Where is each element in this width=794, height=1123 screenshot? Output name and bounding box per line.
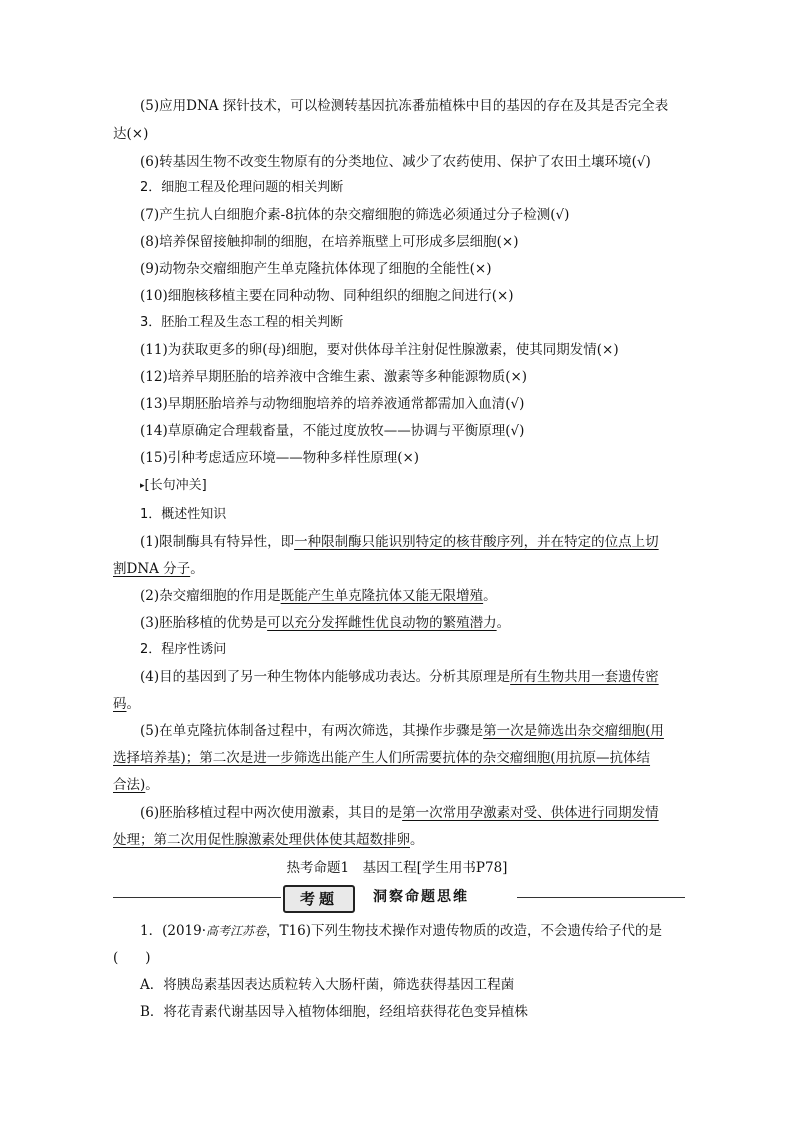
item-10: (10)细胞核移植主要在同种动物、同种组织的细胞之间进行(×) — [140, 288, 514, 304]
item-9: (9)动物杂交瘤细胞产生单克隆抗体体现了细胞的全能性(×) — [140, 261, 492, 277]
question-1-stem: 1．(2019·高考江苏卷，T16)下列生物技术操作对遗传物质的改造，不会遗传给子代的是 — [140, 923, 662, 939]
heading-cell-engineering: 2．细胞工程及伦理问题的相关判断 — [140, 180, 344, 195]
q6-line1: (6)胚胎移植过程中两次使用激素，其目的是第一次常用孕激素对受、供体进行同期发情 — [140, 805, 659, 821]
item-14: (14)草原确定合理载畜量，不能过度放牧——协调与平衡原理(√) — [140, 423, 525, 439]
long-sentence-title — [140, 476, 685, 496]
item-11: (11)为获取更多的卵(母)细胞，要对供体母羊注射促性腺激素，使其同期发情(×) — [140, 342, 619, 358]
question-1-option-b: B．将花青素代谢基因导入植物体细胞，经组培获得花色变异植株 — [140, 1004, 528, 1020]
heading-descriptive-knowledge: 1．概述性知识 — [140, 507, 227, 522]
q5-answer-part3: 合法) — [113, 777, 146, 793]
item-8: (8)培养保留接触抑制的细胞，在培养瓶壁上可形成多层细胞(×) — [140, 234, 519, 250]
item-12: (12)培养早期胚胎的培养液中含维生素、激素等多种能源物质(×) — [140, 369, 528, 385]
q6-answer-part1: 第一次常用孕激素对受、供体进行同期发情 — [402, 805, 659, 821]
item-13: (13)早期胚胎培养与动物细胞培养的培养液通常都需加入血清(√) — [140, 396, 525, 412]
q2: (2)杂交瘤细胞的作用是既能产生单克隆抗体又能无限增殖。 — [140, 588, 497, 604]
banner-rule-right — [517, 897, 685, 898]
question-1-answer-paren: ( ) — [113, 950, 151, 966]
q2-answer: 既能产生单克隆抗体又能无限增殖 — [280, 588, 484, 604]
q1-line2: 割DNA 分子。 — [113, 561, 204, 577]
q4-answer-part1: 所有生物共用一套遗传密 — [510, 669, 659, 685]
section-title: 热考命题1 基因工程[学生用书P78] — [286, 860, 508, 876]
q1-answer-part1: 一种限制酶只能识别特定的核苷酸序列，并在特定的位点上切 — [294, 534, 659, 550]
item-7: (7)产生抗人白细胞介素-8抗体的杂交瘤细胞的筛选必须通过分子检测(√) — [140, 207, 570, 223]
item-15: (15)引种考虑适应环境——物种多样性原理(×) — [140, 450, 420, 466]
q1-answer-part2: 割DNA 分子 — [113, 561, 191, 577]
banner-rule-left — [113, 897, 281, 898]
question-source: 高考江苏卷 — [206, 924, 267, 938]
question-1-option-a: A．将胰岛素基因表达质粒转入大肠杆菌，筛选获得基因工程菌 — [140, 977, 515, 993]
q5-answer-part1: 第一次是筛选出杂交瘤细胞(用 — [483, 723, 664, 739]
q4-line2: 码。 — [113, 696, 140, 712]
item-5-line1: (5)应用DNA 探针技术，可以检测转基因抗冻番茄植株中目的基因的存在及其是否完全表 — [140, 98, 669, 114]
q6-answer-part2: 处理；第二次用促性腺激素处理供体使其超数排卵 — [113, 832, 410, 848]
item-6: (6)转基因生物不改变生物原有的分类地位、减少了农药使用、保护了农田土壤环境(√) — [140, 154, 651, 170]
exam-tag-box: 考题 — [283, 885, 355, 913]
q4-line1: (4)目的基因到了另一种生物体内能够成功表达。分析其原理是所有生物共用一套遗传密 — [140, 669, 659, 685]
q3-answer: 可以充分发挥雌性优良动物的繁殖潜力 — [267, 615, 497, 631]
heading-procedural-question: 2．程序性诱问 — [140, 642, 227, 657]
long-sentence-label: [长句冲关] — [144, 478, 207, 493]
q4-answer-part2: 码 — [113, 696, 127, 712]
q5-line2 — [113, 748, 658, 768]
q5-line3: 合法)。 — [113, 777, 159, 793]
q5-line1: (5)在单克隆抗体制备过程中，有两次筛选，其操作步骤是第一次是筛选出杂交瘤细胞(用 — [140, 723, 664, 739]
item-5-line2: 达(×) — [113, 126, 149, 142]
q5-answer-part2: 选择培养基)；第二次是进一步筛选出能产生人们所需要抗体的杂交瘤细胞(用抗原—抗体结 — [113, 750, 651, 766]
exam-banner — [113, 884, 685, 912]
q6-line2: 处理；第二次用促性腺激素处理供体使其超数排卵。 — [113, 832, 424, 848]
q3: (3)胚胎移植的优势是可以充分发挥雌性优良动物的繁殖潜力。 — [140, 615, 511, 631]
triangle-bullet-icon: ▸ — [140, 481, 145, 491]
exam-tag-caption: 洞察命题思维 — [373, 889, 469, 905]
q1-line1: (1)限制酶具有特异性，即一种限制酶只能识别特定的核苷酸序列，并在特定的位点上切 — [140, 534, 659, 550]
heading-embryo-engineering: 3．胚胎工程及生态工程的相关判断 — [140, 315, 344, 330]
